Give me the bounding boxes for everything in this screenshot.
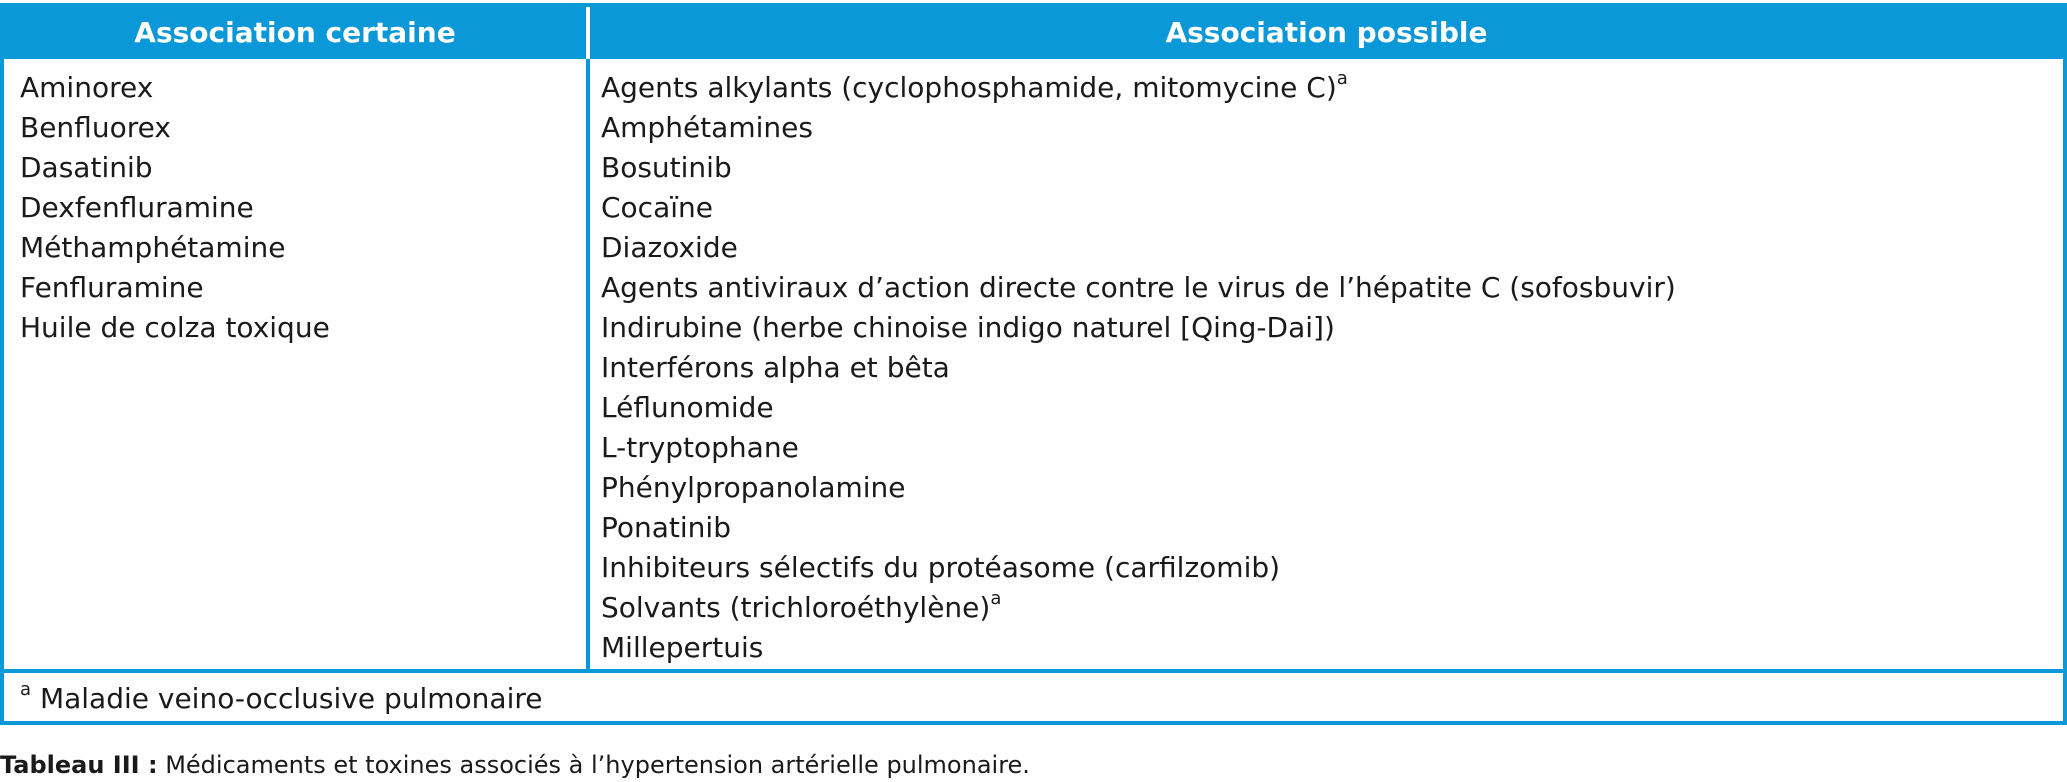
possible-item	[601, 548, 1676, 588]
possible-item-text: Indirubine (herbe chinoise indigo naturel [Qing-Dai])	[601, 311, 1335, 344]
possible-item-text: L-tryptophane	[601, 431, 799, 464]
possible-item	[601, 68, 1676, 108]
footnote-text: Maladie veino-occlusive pulmonaire	[39, 682, 543, 715]
possible-item	[601, 508, 1676, 548]
certaine-item: Dexfenfluramine	[20, 191, 254, 224]
possible-item	[601, 148, 1676, 188]
possible-item	[601, 428, 1676, 468]
certaine-item: Aminorex	[20, 71, 154, 104]
footnote-rule	[4, 669, 2063, 673]
possible-item-text: Agents alkylants (cyclophosphamide, mitomycine C)	[601, 71, 1337, 104]
possible-item-text: Inhibiteurs sélectifs du protéasome (carfilzomib)	[601, 551, 1281, 584]
possible-item	[601, 588, 1676, 628]
possible-item-text: Millepertuis	[601, 631, 764, 664]
possible-item-text: Interférons alpha et bêta	[601, 351, 950, 384]
possible-item	[601, 228, 1676, 268]
certaine-item: Dasatinib	[20, 151, 153, 184]
drug-table	[0, 3, 2067, 725]
possible-item-text: Diazoxide	[601, 231, 738, 264]
possible-item	[601, 268, 1676, 308]
possible-list	[601, 68, 1676, 668]
column-divider	[586, 59, 590, 669]
footnote-marker: a	[1336, 67, 1348, 89]
possible-item-text: Agents antiviraux d’action directe contre le virus de l’hépatite C (sofosbuvir)	[601, 271, 1676, 304]
header-association-certaine: Association certaine	[134, 16, 456, 49]
possible-item	[601, 468, 1676, 508]
caption-label: Tableau III :	[0, 751, 158, 779]
footnote-marker: a	[990, 587, 1002, 609]
possible-item-text: Phénylpropanolamine	[601, 471, 906, 504]
caption-text: Médicaments et toxines associés à l’hypertension artérielle pulmonaire.	[165, 751, 1030, 779]
possible-item-text: Léflunomide	[601, 391, 774, 424]
possible-item	[601, 188, 1676, 228]
possible-item-text: Bosutinib	[601, 151, 732, 184]
possible-item-text: Ponatinib	[601, 511, 731, 544]
certaine-item: Benfluorex	[20, 111, 171, 144]
possible-item	[601, 308, 1676, 348]
possible-item-text: Amphétamines	[601, 111, 813, 144]
possible-item	[601, 388, 1676, 428]
certaine-item: Huile de colza toxique	[20, 311, 330, 344]
certaine-item: Fenfluramine	[20, 271, 204, 304]
possible-item	[601, 348, 1676, 388]
footnote-marker: a	[20, 678, 32, 700]
table-caption	[0, 748, 1030, 782]
possible-item	[601, 628, 1676, 668]
possible-item	[601, 108, 1676, 148]
certaine-item: Méthamphétamine	[20, 231, 286, 264]
table-header-row	[4, 7, 2063, 59]
header-association-possible: Association possible	[1165, 16, 1488, 49]
possible-item-text: Solvants (trichloroéthylène)	[601, 591, 991, 624]
table-footnote	[20, 679, 543, 719]
possible-item-text: Cocaïne	[601, 191, 713, 224]
certaine-list	[20, 68, 330, 348]
